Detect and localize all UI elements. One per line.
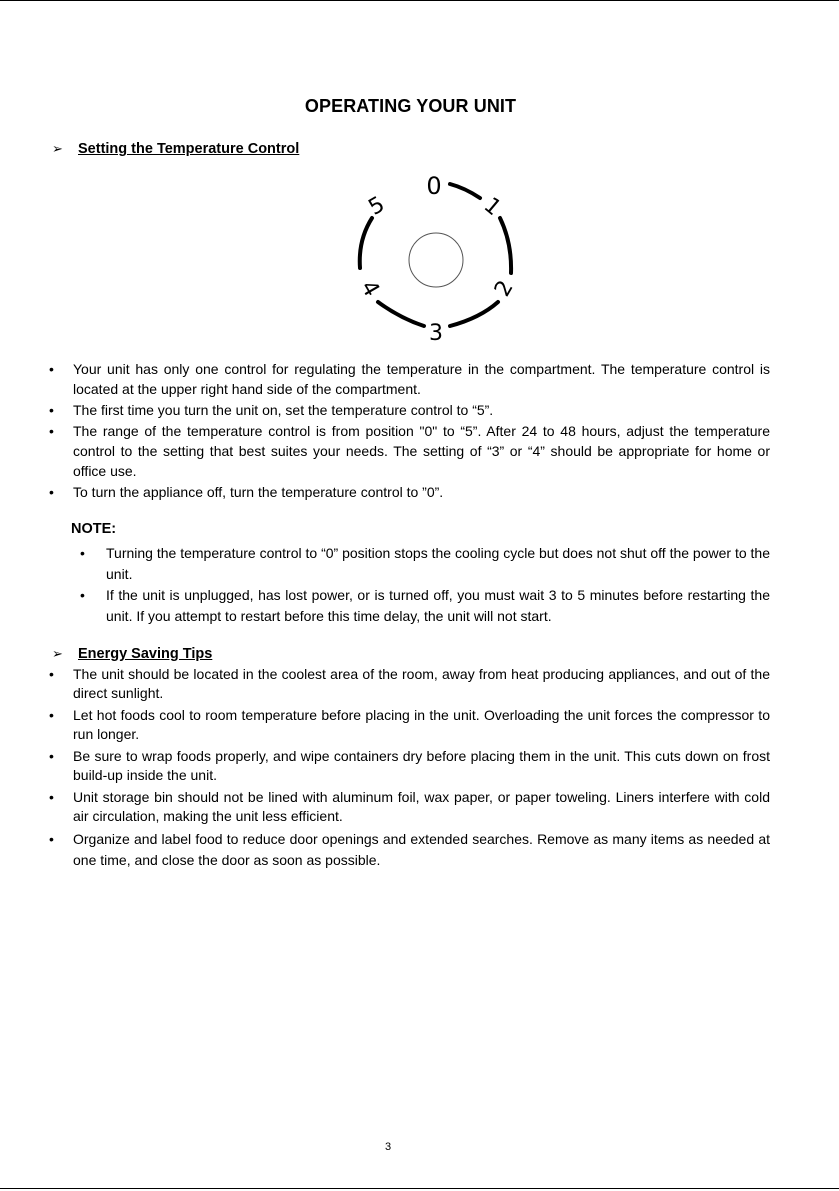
bottom-rule: [0, 1188, 839, 1189]
temperature-heading-text: Setting the Temperature Control: [78, 141, 300, 157]
dial-arc-4-5: [360, 218, 372, 268]
list-item: • The first time you turn the unit on, set the temperature control to “5”.: [36, 400, 770, 420]
list-item: • If the unit is unplugged, has lost power, or is turned off, you must wait 3 to 5 minutes before restarting the unit. If you attempt to restart before this time delay, the unit will not start.: [70, 585, 770, 626]
list-item: • Let hot foods cool to room temperature before placing in the unit. Overloading the unit forces the compressor to run longer.: [36, 706, 770, 744]
top-rule: [0, 0, 839, 1]
energy-bullet-list: [36, 665, 770, 871]
page-number: 3: [384, 1141, 392, 1153]
dial-arc-2-3: [450, 302, 498, 326]
energy-section-heading: [52, 646, 212, 662]
temperature-section-heading: [52, 141, 299, 157]
temperature-dial-diagram: [340, 168, 530, 348]
dial-label-1: 1: [478, 192, 506, 222]
list-item: • Unit storage bin should not be lined with aluminum foil, wax paper, or paper toweling. Liners interfere with cold air circulation, making the unit less efficient.: [36, 788, 770, 826]
arrow-bullet-icon: ➢: [52, 141, 63, 156]
list-item: • Turning the temperature control to “0” position stops the cooling cycle but does not shut off the power to the unit.: [70, 543, 770, 584]
list-item: • To turn the appliance off, turn the temperature control to ”0”.: [36, 482, 770, 502]
dial-arc-1-2: [500, 218, 511, 273]
list-item: • The range of the temperature control is from position "0" to “5”. After 24 to 48 hours, adjust the temperature control to the setting that best suites your needs. The setting of “3” or “4” should be appropriate for home or office use.: [36, 421, 770, 481]
note-list: [70, 543, 770, 626]
energy-heading-text: Energy Saving Tips: [78, 646, 213, 662]
temperature-bullet-list: [36, 359, 770, 502]
dial-arc-0-1: [450, 184, 480, 198]
dial-label-2: 2: [490, 276, 519, 302]
list-item: • The unit should be located in the coolest area of the room, away from heat producing appliances, and out of the direct sunlight.: [36, 665, 770, 703]
note-title: NOTE:: [71, 521, 117, 537]
list-item: • Your unit has only one control for regulating the temperature in the compartment. The temperature control is located at the upper right hand side of the compartment.: [36, 359, 770, 399]
page-title: OPERATING YOUR UNIT: [304, 96, 517, 116]
dial-label-4: 4: [355, 276, 384, 302]
dial-arc-3-4: [378, 302, 424, 326]
dial-knob: [409, 233, 463, 287]
dial-label-3: 3: [429, 321, 443, 346]
list-item: • Be sure to wrap foods properly, and wipe containers dry before placing them in the unit. This cuts down on frost build-up inside the unit.: [36, 747, 770, 785]
list-item: • Organize and label food to reduce door openings and extended searches. Remove as many items as needed at one time, and close the door as soon as possible.: [36, 829, 770, 871]
dial-label-0: 0: [426, 172, 442, 200]
arrow-bullet-icon: ➢: [52, 646, 63, 661]
dial-label-5: 5: [364, 192, 390, 221]
